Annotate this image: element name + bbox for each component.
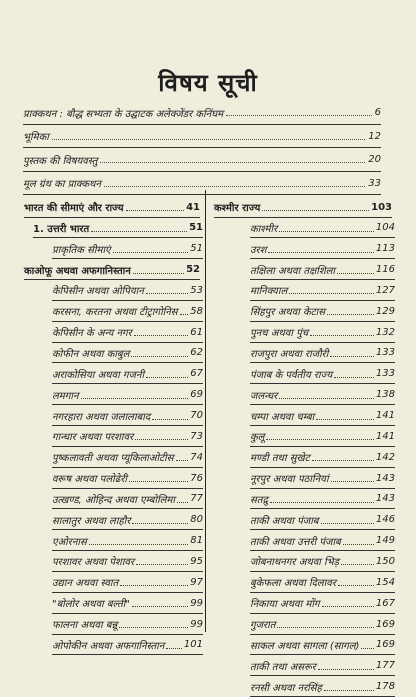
entry-underline bbox=[52, 488, 203, 489]
entry-page-number: 52 bbox=[186, 264, 200, 276]
entry-page-number: 74 bbox=[190, 451, 203, 463]
column-divider bbox=[205, 190, 206, 632]
left-column-entry[interactable] bbox=[52, 553, 203, 569]
entry-page-number: 53 bbox=[190, 284, 203, 296]
entry-label: तक्षिला अथवा तक्षशिला bbox=[250, 265, 335, 277]
entry-page-number: 138 bbox=[375, 389, 395, 401]
entry-page-number: 104 bbox=[375, 222, 395, 234]
dot-leader bbox=[318, 669, 374, 670]
entry-page-number: 99 bbox=[190, 618, 203, 630]
entry-underline bbox=[52, 362, 203, 363]
entry-underline bbox=[52, 300, 203, 301]
dot-leader bbox=[279, 231, 374, 232]
left-column-entry[interactable] bbox=[52, 574, 203, 590]
entry-label: पंजाब के पर्वतीय राज्य bbox=[250, 369, 333, 381]
entry-label: काश्मीर bbox=[250, 223, 278, 235]
dot-leader bbox=[100, 162, 365, 163]
entry-underline bbox=[52, 321, 203, 322]
entry-underline bbox=[214, 217, 392, 218]
left-column-entry[interactable] bbox=[52, 282, 203, 298]
entry-label: साकल अथवा सागला (सागल) bbox=[250, 640, 360, 652]
entry-label: ताकी अथवा पंजाब bbox=[250, 515, 319, 527]
entry-underline bbox=[52, 467, 203, 468]
left-column-entry[interactable] bbox=[24, 262, 200, 278]
right-column-entry[interactable] bbox=[250, 637, 395, 653]
entry-underline bbox=[250, 279, 395, 280]
entry-page-number: 116 bbox=[375, 264, 395, 276]
entry-label: नूरपुर अथवा पठानियां bbox=[250, 474, 329, 486]
left-column-entry[interactable] bbox=[52, 595, 203, 611]
dot-leader bbox=[289, 293, 374, 294]
entry-label: सिंहपुर अथवा केटास bbox=[250, 307, 326, 319]
entry-page-number: 133 bbox=[375, 347, 395, 359]
entry-underline bbox=[52, 529, 203, 530]
entry-label: उद्यान अथवा स्वात bbox=[52, 578, 119, 590]
toc-row-original-preface[interactable] bbox=[23, 175, 381, 192]
entry-label: सतद्रु bbox=[250, 494, 268, 506]
left-column-entry[interactable] bbox=[52, 366, 203, 382]
dot-leader bbox=[277, 627, 373, 628]
entry-page-number: 127 bbox=[375, 284, 395, 296]
toc-page-number: 33 bbox=[368, 177, 381, 189]
dot-leader bbox=[316, 419, 374, 420]
entry-underline bbox=[250, 446, 395, 447]
dot-leader bbox=[279, 398, 374, 399]
entry-label: गान्धार अथवा परशावर bbox=[52, 432, 134, 444]
entry-label: जोबनाथनगर अथवा भिड़ bbox=[250, 557, 340, 569]
entry-label: कुलू bbox=[250, 432, 265, 444]
entry-label: उरश bbox=[250, 244, 267, 256]
entry-page-number: 58 bbox=[190, 305, 203, 317]
left-column-entry[interactable] bbox=[52, 345, 203, 361]
dot-leader bbox=[132, 606, 188, 607]
dot-leader bbox=[361, 648, 373, 649]
entry-underline bbox=[250, 571, 395, 572]
right-column-entry[interactable] bbox=[250, 553, 395, 569]
entry-page-number: 61 bbox=[190, 326, 203, 338]
entry-page-number: 62 bbox=[190, 347, 203, 359]
entry-label: कश्मीर राज्य bbox=[214, 203, 261, 214]
entry-underline bbox=[24, 217, 200, 218]
right-column-entry[interactable] bbox=[250, 470, 395, 486]
entry-label: उत्खण्ड, ओहिन्द अथवा एम्बोलिमा bbox=[52, 494, 176, 506]
right-column-entry[interactable] bbox=[250, 324, 395, 340]
dot-leader bbox=[334, 377, 374, 378]
entry-label: सालातुर अथवा लाहौर bbox=[52, 515, 131, 527]
dot-leader bbox=[266, 439, 373, 440]
entry-page-number: 129 bbox=[375, 305, 395, 317]
entry-page-number: 103 bbox=[371, 201, 392, 213]
dot-leader bbox=[119, 627, 188, 628]
dot-leader bbox=[135, 439, 188, 440]
right-column-entry[interactable] bbox=[250, 449, 395, 465]
dot-leader bbox=[104, 186, 365, 187]
entry-page-number: 77 bbox=[190, 493, 203, 505]
dot-leader bbox=[331, 481, 374, 482]
entry-underline bbox=[52, 571, 203, 572]
dot-leader bbox=[131, 356, 188, 357]
dot-leader bbox=[152, 419, 188, 420]
toc-label: पुस्तक की विषयवस्तु bbox=[23, 155, 98, 167]
left-column-entry[interactable] bbox=[52, 303, 203, 319]
entry-label: केपिसीन के अन्य नगर bbox=[52, 328, 132, 340]
dot-leader bbox=[89, 544, 189, 545]
entry-underline bbox=[250, 258, 395, 259]
entry-page-number: 97 bbox=[190, 576, 203, 588]
entry-page-number: 167 bbox=[375, 597, 395, 609]
dot-leader bbox=[338, 585, 374, 586]
left-column-entry[interactable] bbox=[52, 533, 203, 549]
dot-leader bbox=[262, 210, 369, 211]
dot-leader bbox=[166, 648, 182, 649]
entry-underline bbox=[52, 258, 203, 259]
toc-label: प्राक्कथन : बौद्ध सभ्यता के उद्घाटक अलेक्जेंडर कनिंघम bbox=[23, 108, 224, 120]
toc-row-introduction[interactable] bbox=[23, 128, 381, 145]
dot-leader bbox=[176, 460, 189, 461]
toc-page-number: 6 bbox=[374, 107, 381, 118]
entry-page-number: 73 bbox=[190, 430, 203, 442]
left-column-entry[interactable] bbox=[52, 491, 203, 507]
right-column-entry[interactable] bbox=[250, 241, 395, 257]
entry-underline bbox=[250, 488, 395, 489]
right-column-entry[interactable] bbox=[250, 533, 395, 549]
left-column-entry[interactable] bbox=[52, 428, 203, 444]
right-column-entry[interactable] bbox=[250, 303, 395, 319]
entry-label: पुष्कलावती अथवा प्यूकिलाओटीस bbox=[52, 453, 174, 465]
dot-leader bbox=[136, 564, 188, 565]
entry-label: ओपोकीन अथवा अफगानिस्तान bbox=[52, 640, 165, 652]
entry-underline bbox=[250, 467, 395, 468]
right-column-entry[interactable] bbox=[250, 387, 395, 403]
toc-row-contents[interactable] bbox=[23, 151, 381, 168]
entry-underline bbox=[52, 613, 203, 614]
entry-label: पुनच अथवा पुंच bbox=[250, 328, 309, 340]
entry-label: ताकी अथवा उत्तरी पंजाब bbox=[250, 536, 341, 548]
right-column-entry[interactable] bbox=[250, 512, 395, 528]
entry-underline bbox=[52, 654, 203, 655]
right-column-entry[interactable] bbox=[250, 679, 395, 695]
dot-leader bbox=[270, 502, 374, 503]
left-column-entry[interactable] bbox=[52, 408, 203, 424]
entry-page-number: 80 bbox=[190, 514, 203, 526]
dot-leader bbox=[133, 273, 184, 274]
entry-page-number: 101 bbox=[183, 639, 203, 651]
entry-label: कोफीन अथवा काबुल bbox=[52, 348, 130, 360]
entry-underline bbox=[250, 529, 395, 530]
entry-underline bbox=[250, 342, 395, 343]
entry-label: "बोलोर अथवा बल्ती" bbox=[52, 599, 130, 611]
entry-label: वरूष अथवा पलोढेरी bbox=[52, 474, 128, 486]
dot-leader bbox=[120, 585, 188, 586]
entry-underline bbox=[250, 321, 395, 322]
dot-leader bbox=[330, 356, 374, 357]
dot-leader bbox=[180, 314, 189, 315]
entry-label: फालना अथवा बन्नू bbox=[52, 620, 118, 631]
entry-page-number: 169 bbox=[375, 618, 395, 630]
dot-leader bbox=[126, 210, 185, 211]
dot-leader bbox=[129, 481, 188, 482]
entry-label: मण्डी तथा सुखेट bbox=[250, 453, 310, 465]
entry-underline bbox=[52, 446, 203, 447]
right-column-entry[interactable] bbox=[250, 220, 395, 236]
dot-leader bbox=[177, 502, 188, 503]
dot-leader bbox=[337, 273, 374, 274]
entry-page-number: 51 bbox=[189, 222, 203, 234]
dot-leader bbox=[324, 690, 374, 691]
entry-page-number: 70 bbox=[190, 410, 203, 421]
entry-label: लमगान bbox=[52, 390, 79, 402]
entry-label: नगरहारा अथवा जलालाबाद bbox=[52, 411, 151, 423]
entry-page-number: 113 bbox=[375, 243, 395, 255]
entry-page-number: 81 bbox=[190, 535, 203, 547]
entry-underline bbox=[250, 613, 395, 614]
right-column-entry[interactable] bbox=[250, 574, 395, 590]
entry-underline bbox=[52, 404, 203, 405]
dot-leader bbox=[113, 252, 189, 253]
right-column-entry[interactable] bbox=[250, 595, 395, 611]
entry-label: प्राकृतिक सीमाएं bbox=[52, 244, 111, 256]
dot-leader bbox=[226, 115, 372, 116]
entry-page-number: 141 bbox=[375, 430, 395, 442]
entry-label: राजपुरा अथवा राजौरी bbox=[250, 348, 329, 360]
entry-underline bbox=[250, 383, 395, 384]
entry-page-number: 76 bbox=[190, 472, 203, 484]
left-column-entry[interactable] bbox=[52, 241, 203, 257]
entry-page-number: 141 bbox=[375, 410, 395, 421]
left-column-entry[interactable] bbox=[52, 449, 203, 465]
entry-underline bbox=[52, 342, 203, 343]
front-matter-list bbox=[23, 104, 381, 198]
entry-page-number: 51 bbox=[190, 243, 203, 255]
entry-underline bbox=[52, 425, 203, 426]
entry-underline bbox=[250, 550, 395, 551]
left-column-entry[interactable] bbox=[52, 470, 203, 486]
entry-underline bbox=[250, 404, 395, 405]
dot-leader bbox=[321, 523, 374, 524]
entry-label: करसना, करतना अथवा टीट्रागोनिस bbox=[52, 307, 178, 319]
dot-leader bbox=[91, 231, 187, 232]
left-column-entry[interactable] bbox=[52, 324, 203, 340]
entry-label: ताकी तथा असरूर bbox=[250, 661, 316, 673]
entry-label: भारत की सीमाएं और राज्य bbox=[24, 203, 124, 214]
toc-row-preface[interactable] bbox=[23, 104, 381, 121]
entry-page-number: 178 bbox=[375, 681, 395, 693]
right-column-entry[interactable] bbox=[250, 428, 395, 444]
entry-label: काओफू अथवा अफगानिस्तान bbox=[24, 265, 131, 277]
left-column-entry[interactable] bbox=[52, 512, 203, 528]
dot-leader bbox=[52, 139, 365, 140]
right-column-entry[interactable] bbox=[250, 366, 395, 382]
entry-underline bbox=[52, 383, 203, 384]
right-column-entry[interactable] bbox=[250, 262, 395, 278]
entry-page-number: 133 bbox=[375, 368, 395, 380]
entry-page-number: 41 bbox=[186, 201, 200, 213]
toc-label: मूल ग्रंथ का प्राक्कथन bbox=[23, 179, 101, 190]
dot-leader bbox=[268, 252, 374, 253]
dot-leader bbox=[146, 377, 188, 378]
right-column-entry[interactable] bbox=[250, 616, 395, 632]
entry-page-number: 99 bbox=[190, 597, 203, 609]
entry-page-number: 67 bbox=[190, 368, 203, 380]
entry-underline bbox=[250, 300, 395, 301]
entry-underline bbox=[250, 634, 395, 635]
dot-leader bbox=[310, 335, 374, 336]
entry-underline bbox=[52, 592, 203, 593]
entry-page-number: 95 bbox=[190, 555, 203, 567]
entry-label: गुजरात bbox=[250, 620, 276, 631]
entry-label: परशावर अथवा पेशावर bbox=[52, 557, 135, 569]
entry-page-number: 132 bbox=[375, 326, 395, 338]
left-column-entry[interactable] bbox=[52, 387, 203, 403]
entry-page-number: 177 bbox=[375, 660, 395, 672]
entry-label: 1. उत्तरी भारत bbox=[33, 223, 90, 235]
entry-underline bbox=[250, 654, 395, 655]
entry-underline bbox=[33, 237, 203, 238]
left-column-entry[interactable] bbox=[24, 199, 200, 215]
entry-page-number: 150 bbox=[375, 555, 395, 567]
entry-underline bbox=[250, 362, 395, 363]
entry-underline bbox=[250, 508, 395, 509]
page-title: विषय सूची bbox=[158, 69, 258, 97]
right-column-entry[interactable] bbox=[250, 408, 395, 424]
dot-leader bbox=[327, 314, 374, 315]
right-column-entry[interactable] bbox=[250, 282, 395, 298]
left-column-entry[interactable] bbox=[52, 616, 203, 632]
entry-page-number: 169 bbox=[375, 639, 395, 651]
entry-page-number: 69 bbox=[190, 389, 203, 401]
entry-page-number: 143 bbox=[375, 493, 395, 505]
entry-underline bbox=[52, 508, 203, 509]
entry-underline bbox=[250, 237, 395, 238]
entry-label: जलन्धर bbox=[250, 390, 278, 402]
entry-underline bbox=[250, 675, 395, 676]
dot-leader bbox=[322, 606, 374, 607]
right-column-entry[interactable] bbox=[250, 345, 395, 361]
entry-label: अराकोसिया अथवा गजनी bbox=[52, 369, 145, 381]
entry-label: निकाया अथवा मोंग bbox=[250, 599, 320, 611]
entry-page-number: 149 bbox=[375, 535, 395, 547]
dot-leader bbox=[81, 398, 189, 399]
entry-underline bbox=[24, 279, 200, 280]
dot-leader bbox=[312, 460, 374, 461]
entry-label: चम्पा अथवा चम्बा bbox=[250, 411, 315, 423]
dot-leader bbox=[341, 564, 374, 565]
dot-leader bbox=[343, 544, 374, 545]
toc-page-number: 12 bbox=[368, 130, 381, 142]
left-column-entry[interactable] bbox=[33, 220, 203, 236]
entry-page-number: 142 bbox=[375, 451, 395, 463]
entry-page-number: 154 bbox=[375, 576, 395, 588]
left-column-entry[interactable] bbox=[52, 637, 203, 653]
entry-underline bbox=[52, 634, 203, 635]
entry-label: एओरनास bbox=[52, 536, 87, 548]
entry-label: रनसी अथवा नरसिंह bbox=[250, 682, 322, 694]
entry-label: मानिक्याल bbox=[250, 286, 288, 298]
dot-leader bbox=[146, 293, 188, 294]
entry-page-number: 146 bbox=[375, 514, 395, 526]
toc-label: भूमिका bbox=[23, 132, 49, 143]
dot-leader bbox=[134, 335, 189, 336]
entry-underline bbox=[52, 550, 203, 551]
right-column-entry[interactable] bbox=[250, 491, 395, 507]
dot-leader bbox=[132, 523, 188, 524]
entry-underline bbox=[250, 425, 395, 426]
entry-label: केपिसीन अथवा ओपियान bbox=[52, 286, 144, 298]
entry-page-number: 143 bbox=[375, 472, 395, 484]
right-column-entry[interactable] bbox=[214, 199, 392, 215]
toc-page-number: 20 bbox=[368, 154, 381, 165]
entry-label: बुकेफला अथवा दिलावर bbox=[250, 578, 336, 590]
entry-underline bbox=[250, 592, 395, 593]
